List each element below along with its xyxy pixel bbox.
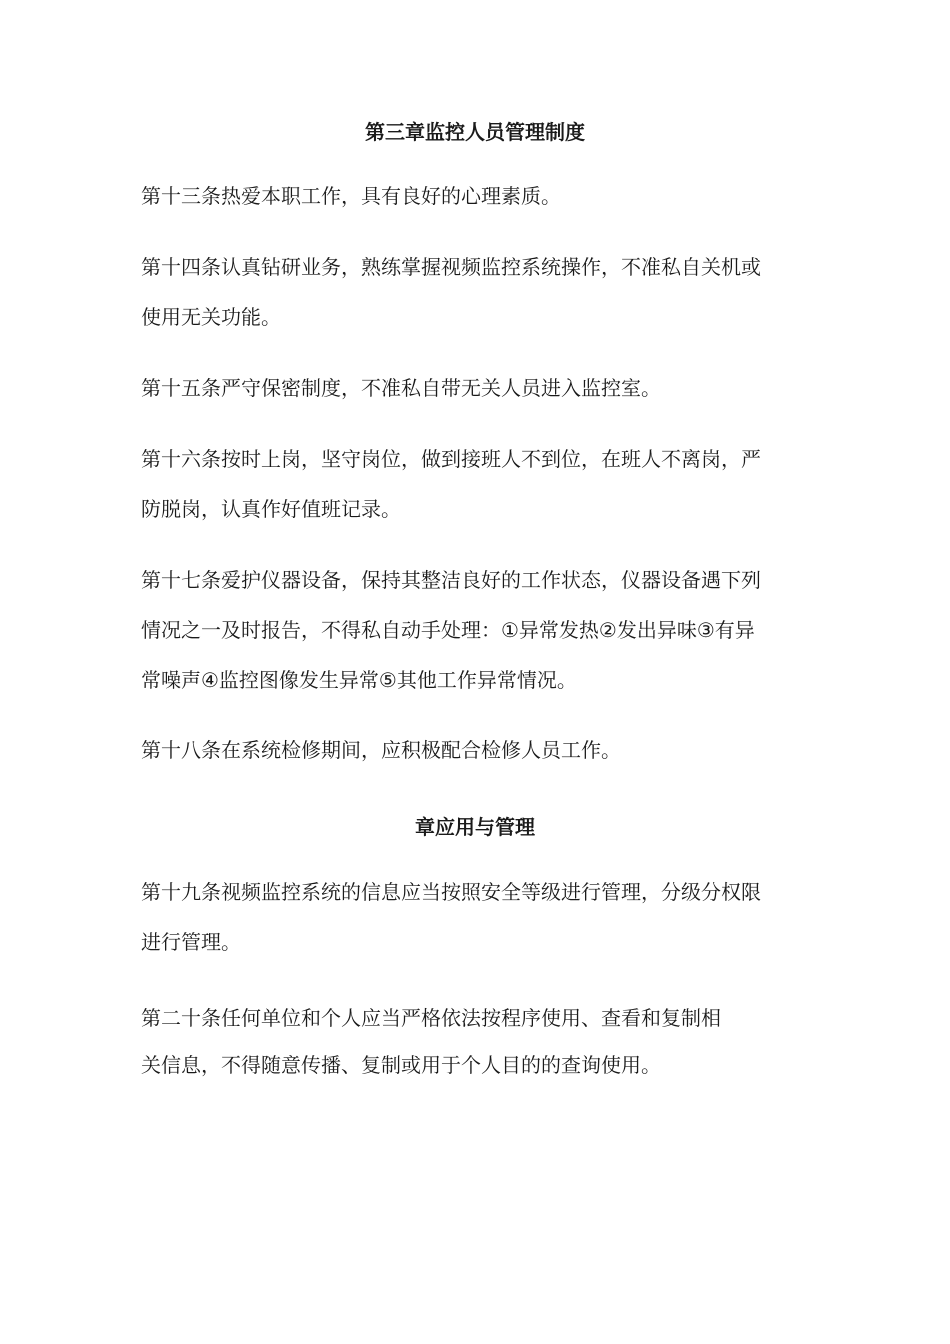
article-16-line-1: 第十六条按时上岗，坚守岗位，做到接班人不到位，在班人不离岗，严 — [141, 447, 761, 471]
section-heading: 章应用与管理 — [415, 815, 535, 839]
chapter-heading: 第三章监控人员管理制度 — [365, 120, 585, 144]
article-17-line-3: 常噪声④监控图像发生异常⑤其他工作异常情况。 — [141, 668, 577, 692]
article-19-line-2: 进行管理。 — [141, 930, 241, 954]
article-18-line-1: 第十八条在系统检修期间，应积极配合检修人员工作。 — [141, 738, 621, 762]
article-15-line-1: 第十五条严守保密制度，不准私自带无关人员进入监控室。 — [141, 376, 661, 400]
article-17-line-2: 情况之一及时报告，不得私自动手处理：①异常发热②发出异味③有异 — [141, 618, 755, 642]
article-16-line-2: 防脱岗，认真作好值班记录。 — [141, 497, 401, 521]
article-17-line-1: 第十七条爱护仪器设备，保持其整洁良好的工作状态，仪器设备遇下列 — [141, 568, 761, 592]
article-13-line-1: 第十三条热爱本职工作，具有良好的心理素质。 — [141, 184, 561, 208]
article-20-line-1: 第二十条任何单位和个人应当严格依法按程序使用、查看和复制相 — [141, 1006, 721, 1030]
article-14-line-1: 第十四条认真钻研业务，熟练掌握视频监控系统操作，不准私自关机或 — [141, 255, 761, 279]
article-19-line-1: 第十九条视频监控系统的信息应当按照安全等级进行管理，分级分权限 — [141, 880, 761, 904]
article-20-line-2: 关信息，不得随意传播、复制或用于个人目的的查询使用。 — [141, 1053, 661, 1077]
article-14-line-2: 使用无关功能。 — [141, 305, 281, 329]
